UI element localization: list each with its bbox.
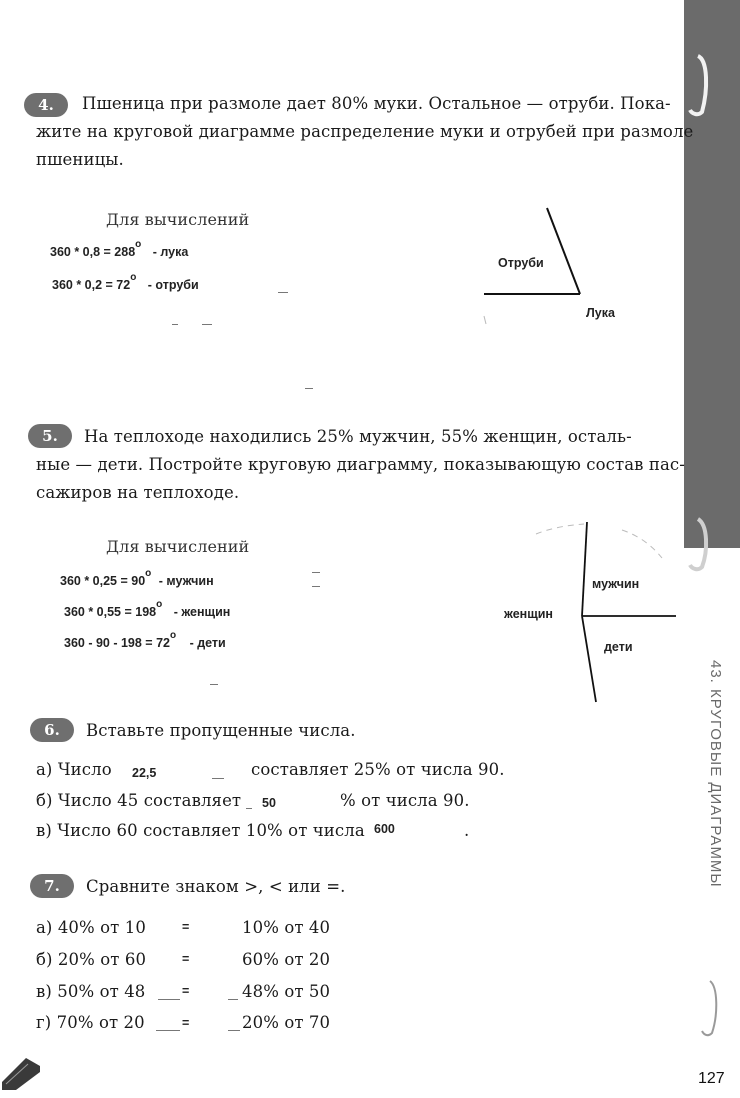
task7-row-b-sign[interactable]: = xyxy=(182,952,190,966)
dash-mark xyxy=(246,808,252,809)
arc-trace xyxy=(536,524,584,534)
task4-label-bran: Отруби xyxy=(498,256,544,270)
dash-mark xyxy=(312,572,320,573)
task7-row-c-sign[interactable]: = xyxy=(182,984,190,998)
task4-calc2: $360 * 0,2 = 72^o$ - отруби xyxy=(52,272,199,293)
task7-row-a-sign[interactable]: = xyxy=(182,920,190,934)
task7-row-b-left: б) 20% от 60 xyxy=(36,950,147,969)
task5-label-women: женщин xyxy=(504,607,553,621)
task7-row-c-right: 48% от 50 xyxy=(242,982,331,1001)
radius-line-bottom xyxy=(582,616,596,702)
task7-number-badge: 7. xyxy=(30,874,74,898)
task5-number-badge: 5. xyxy=(28,424,72,448)
task7-row-b-right: 60% от 20 xyxy=(242,950,331,969)
task5-calc1: $360 * 0,25 = 90^o$ - мужчин xyxy=(60,568,214,589)
task4-label-flour: Лука xyxy=(586,306,615,320)
task7-title: Сравните знаком >, < или =. xyxy=(86,877,346,896)
task6-c-prefix: в) Число 60 составляет 10% от числа xyxy=(36,821,365,840)
bracket-bottom-icon xyxy=(700,975,730,1045)
radius-line-top xyxy=(582,522,587,616)
dash-mark xyxy=(202,324,212,325)
task4-number-badge: 4. xyxy=(24,93,68,117)
task6-c-answer[interactable]: 600 xyxy=(374,822,395,836)
dash-mark xyxy=(305,388,313,389)
task7-row-d-left: г) 70% от 20 xyxy=(36,1013,145,1032)
task4-pie-diagram xyxy=(470,198,670,358)
publisher-logo-icon xyxy=(0,1052,44,1092)
task6-b-answer[interactable]: 50 xyxy=(262,796,276,810)
task6-a-prefix: а) Число xyxy=(36,760,112,779)
task5-calc-heading: Для вычислений xyxy=(106,537,250,556)
dash-mark xyxy=(158,999,180,1000)
task6-b-prefix: б) Число 45 составляет xyxy=(36,791,242,810)
bracket-top-icon xyxy=(686,50,726,120)
task5-calc2: $360 * 0,55 = 198^o$ - женщин xyxy=(64,599,231,620)
arc-trace xyxy=(622,530,662,558)
task7-row-d-right: 20% от 70 xyxy=(242,1013,331,1032)
task7-row-c-left: в) 50% от 48 xyxy=(36,982,146,1001)
chapter-title-vertical: 43. КРУГОВЫЕ ДИАГРАММЫ xyxy=(707,660,724,888)
task5-text-line3: сажиров на теплоходе. xyxy=(36,483,240,502)
dash-mark xyxy=(228,1030,240,1031)
dash-mark xyxy=(210,684,218,685)
task4-calc-heading: Для вычислений xyxy=(106,210,250,229)
task7-row-d-sign[interactable]: = xyxy=(182,1016,190,1030)
task5-calc3: $360 - 90 - 198 = 72^o$ - дети xyxy=(64,630,226,651)
task6-number-badge: 6. xyxy=(30,718,74,742)
task4-text-line1: Пшеница при размоле дает 80% муки. Остальное — отруби. Пока- xyxy=(82,94,671,113)
page-number: 127 xyxy=(698,1070,725,1087)
task5-text-line1: На теплоходе находились 25% мужчин, 55% женщин, осталь- xyxy=(84,427,632,446)
bracket-middle-icon xyxy=(686,515,726,585)
dash-mark xyxy=(278,292,288,293)
task5-text-line2: ные — дети. Постройте круговую диаграмму, показывающую состав пас- xyxy=(36,455,685,474)
task6-a-answer[interactable]: 22,5 xyxy=(132,766,157,780)
dash-mark xyxy=(212,778,224,779)
task7-row-a-right: 10% от 40 xyxy=(242,918,331,937)
task7-row-a-left: а) 40% от 10 xyxy=(36,918,146,937)
dash-mark xyxy=(228,999,238,1000)
task6-title: Вставьте пропущенные числа. xyxy=(86,721,356,740)
task6-a-suffix: составляет 25% от числа 90. xyxy=(251,760,505,779)
task5-label-children: дети xyxy=(604,640,633,654)
task4-calc1: $360 * 0,8 = 288^o$ - лука xyxy=(50,239,189,260)
task4-text-line2: жите на круговой диаграмме распределение муки и отрубей при размоле xyxy=(36,122,694,141)
arc-trace xyxy=(484,316,486,324)
radius-line-bran xyxy=(547,208,580,294)
task6-b-suffix: % от числа 90. xyxy=(340,791,470,810)
task6-c-suffix: . xyxy=(464,821,470,840)
dash-mark xyxy=(172,324,178,325)
task5-label-men: мужчин xyxy=(592,577,640,591)
dash-mark xyxy=(312,586,320,587)
task4-text-line3: пшеницы. xyxy=(36,150,124,169)
dash-mark xyxy=(156,1030,180,1031)
